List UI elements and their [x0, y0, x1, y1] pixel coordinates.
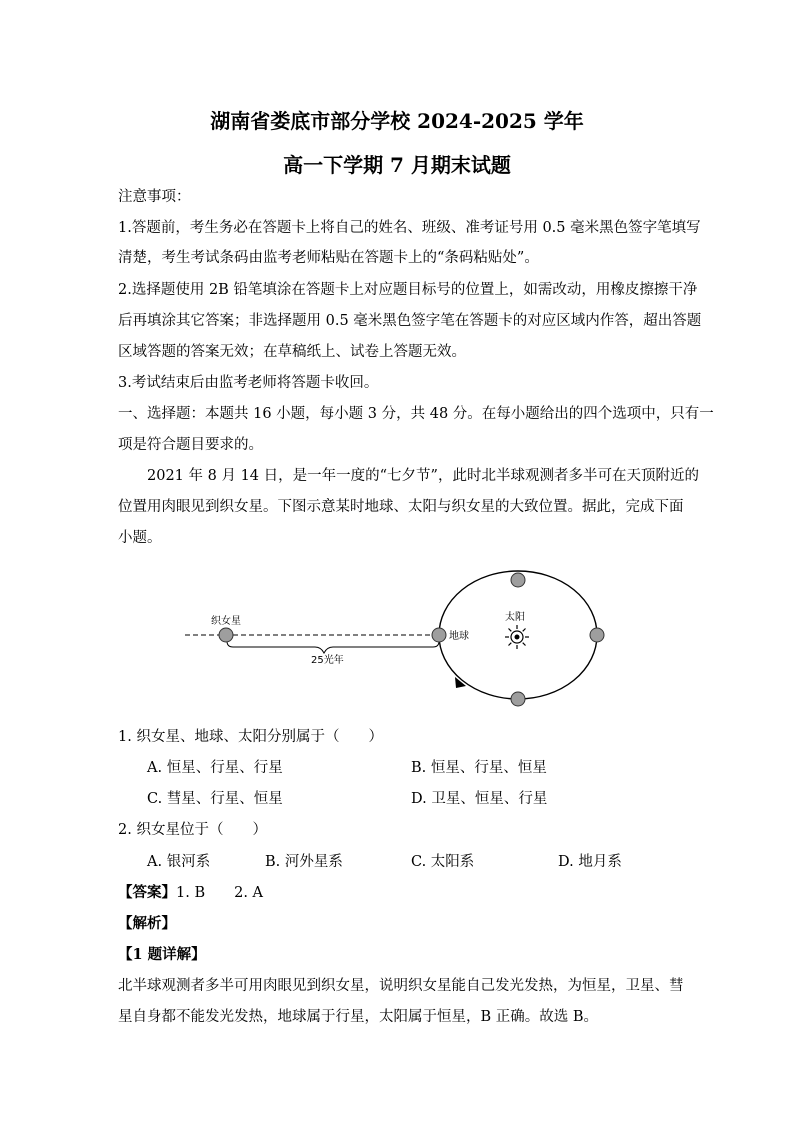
exam-title-line2: 高一下学期 7 月期末试题 [283, 153, 511, 177]
vega-label: 织女星 [211, 616, 241, 627]
question-2-option-c[interactable]: C. 太阳系 [411, 854, 475, 870]
analysis-line-1: 北半球观测者多半可用肉眼见到织女星，说明织女星能自己发光发热，为恒星，卫星、彗 [118, 978, 684, 994]
notice-line-2: 清楚，考生考试条码由监考老师粘贴在答题卡上的“条码粘贴处”。 [118, 250, 539, 266]
earth-label: 地球 [449, 631, 469, 642]
material-line-1: 2021 年 8 月 14 日，是一年一度的“七夕节”，此时北半球观测者多半可在天顶附近的 [147, 468, 699, 484]
notice-line-4: 后再填涂其它答案；非选择题用 0.5 毫米黑色签字笔在答题卡的对应区域内作答，超出答题 [118, 313, 702, 329]
question-1-stem: 1. 织女星、地球、太阳分别属于（ ） [118, 729, 383, 745]
analysis-label: 【解析】 [118, 915, 176, 932]
vega-star-dot [219, 628, 233, 642]
orbit-position-bottom [511, 692, 525, 706]
orbit-position-right [590, 628, 604, 642]
sun-label: 太阳 [505, 612, 525, 623]
distance-brace [227, 641, 439, 653]
earth-dot [432, 628, 446, 642]
section-heading-line1: 一、选择题：本题共 16 小题，每小题 3 分，共 48 分。在每小题给出的四个选项中，只有一 [118, 406, 714, 422]
question-2-option-a[interactable]: A. 银河系 [147, 854, 211, 870]
question-1-option-a[interactable]: A. 恒星、行星、行星 [147, 760, 283, 776]
answer-label: 【答案】 [118, 884, 176, 901]
question-1-option-c[interactable]: C. 彗星、行星、恒星 [147, 791, 283, 807]
question-2-stem: 2. 织女星位于（ ） [118, 822, 267, 838]
material-line-3: 小题。 [118, 530, 162, 546]
notice-line-1: 1.答题前，考生务必在答题卡上将自己的姓名、班级、准考证号用 0.5 毫米黑色签字笔填写 [118, 220, 701, 236]
section-heading-line2: 项是符合题目要求的。 [118, 437, 263, 453]
notice-line-6: 3.考试结束后由监考老师将答题卡收回。 [118, 375, 379, 391]
notice-heading: 注意事项： [118, 189, 191, 205]
distance-label: 25光年 [311, 655, 344, 666]
answer-text: 1. B 2. A [176, 885, 264, 901]
orbit-position-top [511, 573, 525, 587]
answer-block [118, 883, 263, 903]
question-1-option-d[interactable]: D. 卫星、恒星、行星 [411, 791, 548, 807]
notice-line-5: 区域答题的答案无效；在草稿纸上、试卷上答题无效。 [118, 344, 466, 360]
notice-line-3: 2.选择题使用 2B 铅笔填涂在答题卡上对应题目标号的位置上，如需改动，用橡皮擦擦干净 [118, 282, 698, 298]
question-2-option-d[interactable]: D. 地月系 [558, 854, 622, 870]
earth-sun-vega-diagram [185, 565, 625, 713]
material-line-2: 位置用肉眼见到织女星。下图示意某时地球、太阳与织女星的大致位置。据此，完成下面 [118, 499, 684, 515]
question-1-option-b[interactable]: B. 恒星、行星、恒星 [411, 760, 547, 776]
question-2-option-b[interactable]: B. 河外星系 [265, 854, 343, 870]
exam-title-line1: 湖南省娄底市部分学校 2024-2025 学年 [210, 109, 584, 133]
analysis-line-2: 星自身都不能发光发热，地球属于行星，太阳属于恒星，B 正确。故选 B。 [118, 1009, 599, 1025]
analysis-detail-label: 【1 题详解】 [118, 946, 206, 963]
sun-icon [505, 625, 529, 649]
